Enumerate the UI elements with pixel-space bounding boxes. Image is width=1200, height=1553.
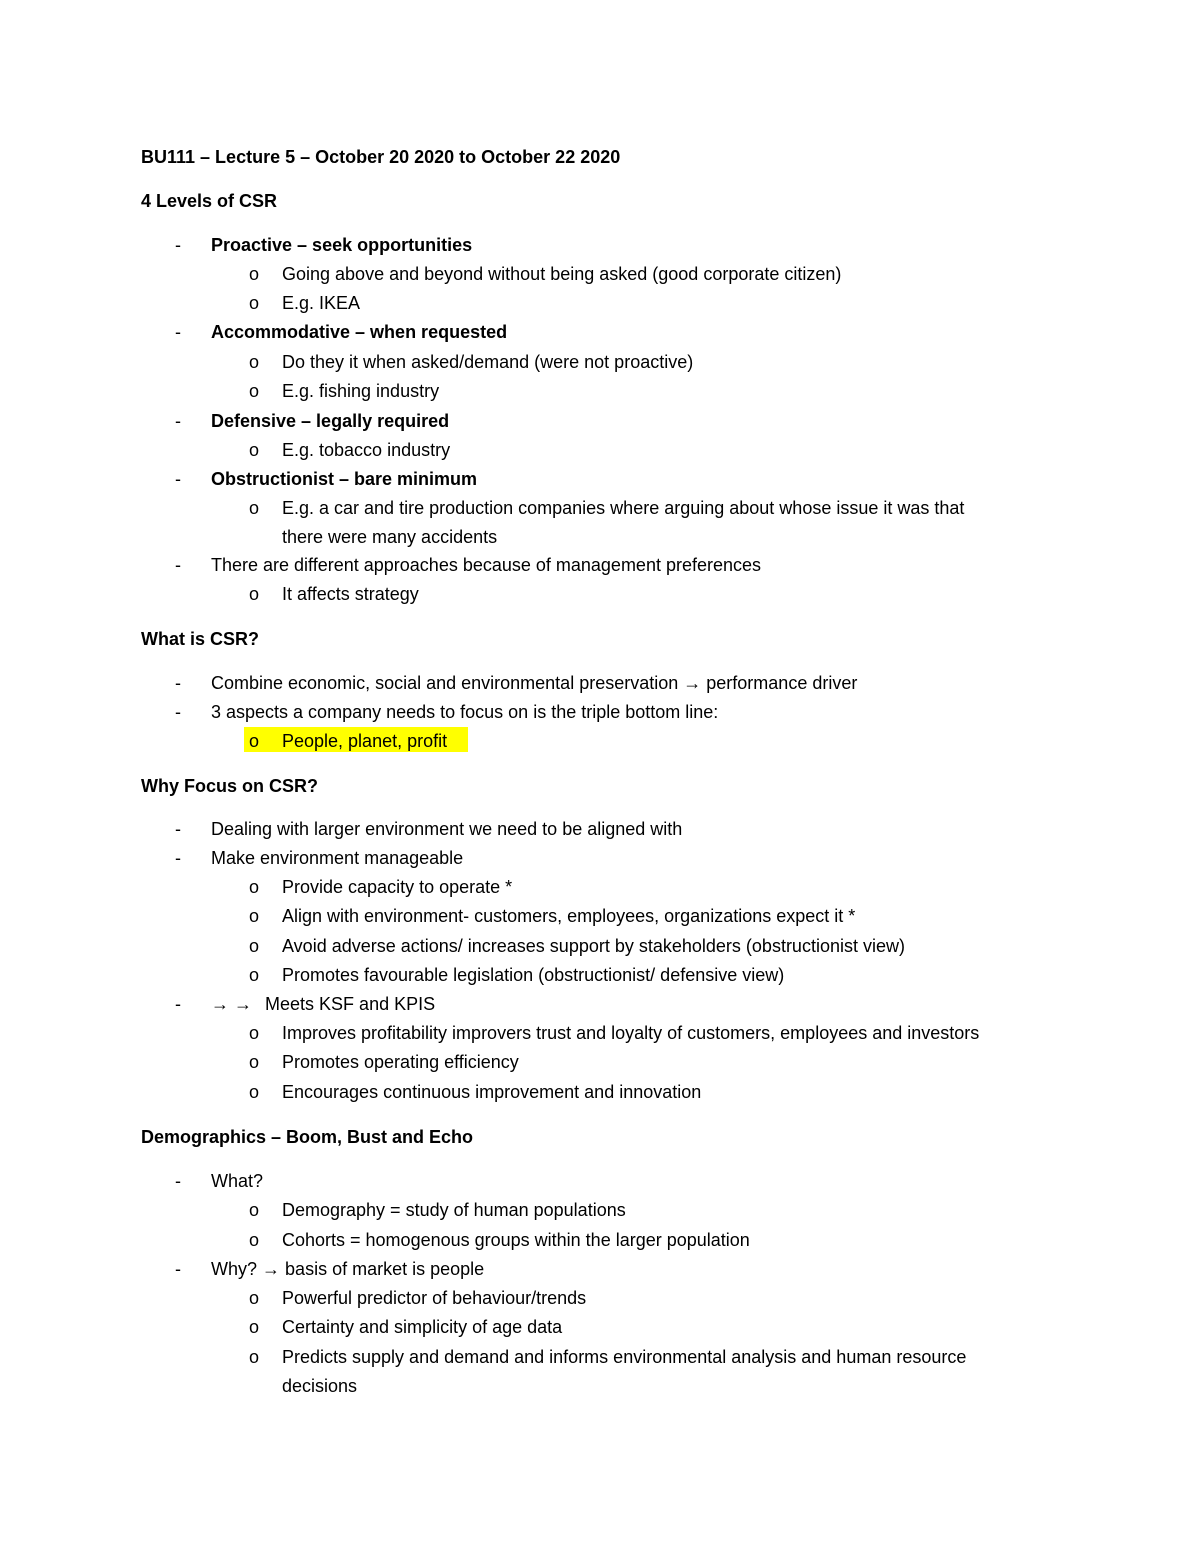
circle-bullet: o	[249, 1288, 260, 1308]
section-heading-what-is-csr: What is CSR?	[141, 629, 260, 649]
list-item-text: Why?	[211, 1259, 258, 1279]
list-item-text: performance driver	[706, 673, 858, 693]
arrow-icon: →	[211, 994, 229, 1014]
list-item-approaches: There are different approaches because of management preferences	[211, 555, 762, 575]
circle-bullet: o	[249, 1230, 260, 1250]
dash-bullet: -	[175, 994, 181, 1014]
circle-bullet: o	[249, 877, 260, 897]
dash-bullet: -	[175, 235, 181, 255]
circle-bullet: o	[249, 1200, 260, 1220]
sub-item-continuation: there were many accidents	[282, 527, 498, 547]
list-item-why	[211, 1257, 484, 1281]
circle-bullet: o	[249, 584, 260, 604]
dash-bullet: -	[175, 555, 181, 575]
circle-bullet: o	[249, 498, 260, 518]
dash-bullet: -	[175, 469, 181, 489]
circle-bullet: o	[249, 1082, 260, 1102]
sub-item: Encourages continuous improvement and innovation	[282, 1082, 702, 1102]
list-item-combine	[211, 671, 857, 695]
sub-item: Demography = study of human populations	[282, 1200, 626, 1220]
section-heading-levels: 4 Levels of CSR	[141, 191, 278, 211]
list-item-text: basis of market is people	[285, 1259, 485, 1279]
arrow-icon: →	[234, 994, 253, 1014]
list-item-obstructionist: Obstructionist – bare minimum	[211, 469, 478, 489]
sub-item: Powerful predictor of behaviour/trends	[282, 1288, 587, 1308]
sub-item: Promotes favourable legislation (obstructionist/ defensive view)	[282, 965, 785, 985]
list-item-triple-bottom-line: 3 aspects a company needs to focus on is the triple bottom line:	[211, 702, 719, 722]
list-item-text: Meets KSF and KPIS	[265, 994, 436, 1014]
dash-bullet: -	[175, 1171, 181, 1191]
list-item-defensive: Defensive – legally required	[211, 411, 450, 431]
list-item: Make environment manageable	[211, 848, 464, 868]
circle-bullet: o	[249, 936, 260, 956]
sub-item-continuation: decisions	[282, 1376, 358, 1396]
dash-bullet: -	[175, 1259, 181, 1279]
dash-bullet: -	[175, 819, 181, 839]
sub-item: Improves profitability improvers trust and loyalty of customers, employees and investors	[282, 1023, 980, 1043]
dash-bullet: -	[175, 322, 181, 342]
list-item-accommodative: Accommodative – when requested	[211, 322, 508, 342]
sub-item: E.g. a car and tire production companies where arguing about whose issue it was that	[282, 498, 965, 518]
list-item: What?	[211, 1171, 264, 1191]
circle-bullet: o	[249, 906, 260, 926]
circle-bullet: o	[249, 965, 260, 985]
section-heading-why-focus: Why Focus on CSR?	[141, 776, 318, 796]
circle-bullet: o	[249, 352, 260, 372]
list-item-proactive: Proactive – seek opportunities	[211, 235, 473, 255]
circle-bullet: o	[249, 264, 260, 284]
sub-item: E.g. tobacco industry	[282, 440, 451, 460]
document-title: BU111 – Lecture 5 – October 20 2020 to October 22 2020	[141, 147, 621, 167]
circle-bullet: o	[249, 1023, 260, 1043]
sub-item: Align with environment- customers, employees, organizations expect it *	[282, 906, 856, 926]
list-item: Dealing with larger environment we need to be aligned with	[211, 819, 683, 839]
sub-item: Cohorts = homogenous groups within the larger population	[282, 1230, 750, 1250]
circle-bullet: o	[249, 293, 260, 313]
sub-item: It affects strategy	[282, 584, 419, 604]
circle-bullet: o	[249, 731, 260, 751]
dash-bullet: -	[175, 848, 181, 868]
circle-bullet: o	[249, 1347, 260, 1367]
sub-item: E.g. IKEA	[282, 293, 361, 313]
circle-bullet: o	[249, 440, 260, 460]
highlighted-sub-item: People, planet, profit	[282, 731, 448, 751]
list-item-ksf	[211, 992, 435, 1016]
dash-bullet: -	[175, 673, 181, 693]
arrow-icon: →	[683, 673, 702, 693]
sub-item: Promotes operating efficiency	[282, 1052, 519, 1072]
circle-bullet: o	[249, 381, 260, 401]
sub-item: Provide capacity to operate *	[282, 877, 513, 897]
sub-item: Avoid adverse actions/ increases support by stakeholders (obstructionist view)	[282, 936, 905, 956]
sub-item: Predicts supply and demand and informs environmental analysis and human resource	[282, 1347, 967, 1367]
sub-item: Going above and beyond without being asked (good corporate citizen)	[282, 264, 842, 284]
dash-bullet: -	[175, 702, 181, 722]
list-item-text: Combine economic, social and environmental preservation	[211, 673, 679, 693]
sub-item: Certainty and simplicity of age data	[282, 1317, 563, 1337]
dash-bullet: -	[175, 411, 181, 431]
circle-bullet: o	[249, 1317, 260, 1337]
section-heading-demographics: Demographics – Boom, Bust and Echo	[141, 1127, 474, 1147]
arrow-icon: →	[262, 1259, 281, 1279]
sub-item: E.g. fishing industry	[282, 381, 440, 401]
sub-item: Do they it when asked/demand (were not proactive)	[282, 352, 694, 372]
circle-bullet: o	[249, 1052, 260, 1072]
